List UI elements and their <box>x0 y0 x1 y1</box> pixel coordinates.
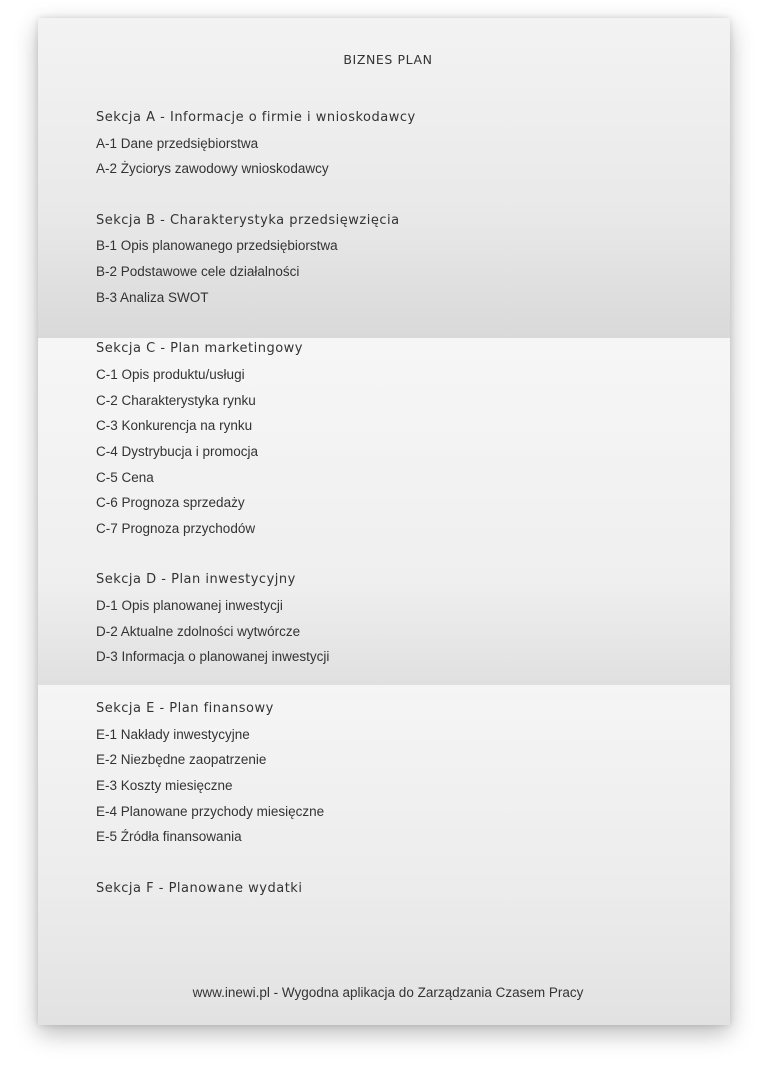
section-item: E-4 Planowane przychody miesięczne <box>96 803 325 819</box>
section-item: B-1 Opis planowanego przedsiębiorstwa <box>96 238 338 254</box>
section-item: D-2 Aktualne zdolności wytwórcze <box>96 623 301 639</box>
section-heading: Sekcja A - Informacje o firmie i wnioskodawcy <box>96 110 416 125</box>
section-heading: Sekcja E - Plan finansowy <box>96 700 274 716</box>
section-item: C-2 Charakterystyka rynku <box>96 392 256 408</box>
section-spacer <box>96 311 416 337</box>
section-item: D-1 Opis planowanej inwestycji <box>96 598 283 614</box>
section-item: B-2 Podstawowe cele działalności <box>96 264 300 280</box>
section-item: B-3 Analiza SWOT <box>96 289 209 305</box>
section-item: E-1 Nakłady inwestycyjne <box>96 726 250 742</box>
section-item: C-6 Prognoza sprzedaży <box>96 495 245 511</box>
section-heading: Sekcja B - Charakterystyka przedsięwzięcia <box>96 212 400 228</box>
section-item: E-2 Niezbędne zaopatrzenie <box>96 752 267 768</box>
section-item: C-1 Opis produktu/usługi <box>96 366 245 382</box>
section-item: A-1 Dane przedsiębiorstwa <box>96 135 259 151</box>
section-item: A-2 Życiorys zawodowy wnioskodawcy <box>96 161 329 177</box>
section-item: C-7 Prognoza przychodów <box>96 521 256 536</box>
section-item: E-5 Źródła finansowania <box>96 829 242 845</box>
section-item: D-3 Informacja o planowanej inwestycji <box>96 649 330 665</box>
section-item: E-3 Koszty miesięczne <box>96 777 233 793</box>
footer-text: www.inewi.pl - Wygodna aplikacja do Zarządzania Czasem Pracy <box>192 985 584 1000</box>
document-title: BIZNES PLAN <box>343 52 433 67</box>
table-of-contents <box>96 105 416 901</box>
section-spacer <box>96 850 416 876</box>
section-heading: Sekcja D - Plan inwestycyjny <box>96 572 296 588</box>
section-spacer <box>96 542 416 568</box>
section-item: C-5 Cena <box>96 469 154 485</box>
section-spacer <box>96 670 416 696</box>
section-heading: Sekcja F - Planowane wydatki <box>96 880 303 896</box>
section-spacer <box>96 182 416 208</box>
section-item: C-3 Konkurencja na rynku <box>96 418 253 434</box>
section-item: C-4 Dystrybucja i promocja <box>96 443 259 459</box>
section-heading: Sekcja C - Plan marketingowy <box>96 341 303 357</box>
